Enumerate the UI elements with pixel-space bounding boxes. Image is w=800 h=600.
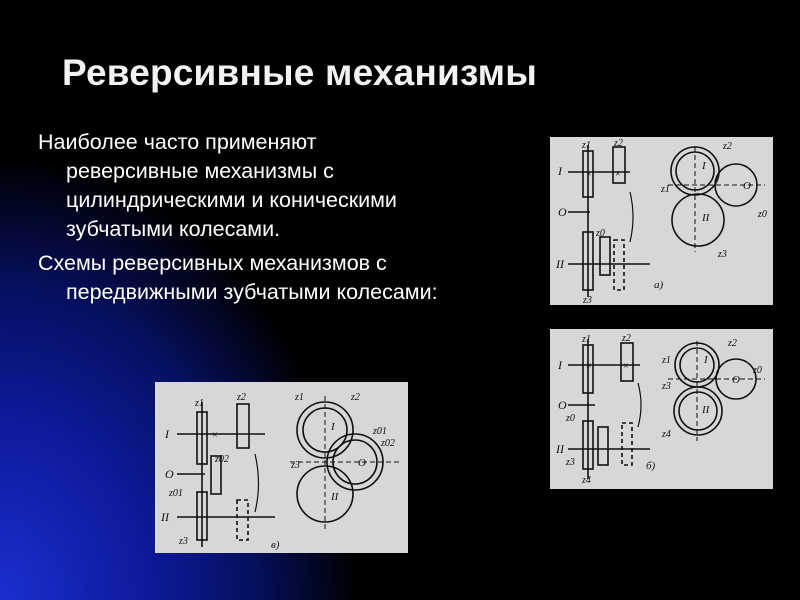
- fig-c-circle-z2: z2: [351, 392, 360, 403]
- figure-a: [550, 137, 773, 305]
- fig-c-gear-z02: z02: [215, 454, 229, 465]
- fig-b-gear-z3: z3: [566, 457, 575, 468]
- fig-b-circle-z3: z3: [662, 381, 671, 392]
- fig-a-gear-z1: z1: [582, 140, 591, 151]
- fig-c-caption: в): [271, 539, 280, 551]
- fig-c-gear-z3: z3: [179, 536, 188, 547]
- fig-b-shaft-I: I: [558, 358, 562, 372]
- fig-b-circle-z1: z1: [662, 355, 671, 366]
- fig-b-circle-II: II: [702, 404, 710, 416]
- fig-b-caption: б): [646, 460, 656, 472]
- fig-c-circle-II: II: [331, 491, 339, 503]
- fig-a-shaft-I: I: [558, 164, 562, 178]
- fig-b-circle-z4: z4: [662, 429, 671, 440]
- fig-c-gear-z2: z2: [237, 392, 246, 403]
- figure-c: [155, 382, 408, 553]
- slide-title: Реверсивные механизмы: [62, 52, 537, 93]
- paragraph-2-first-line: Схемы реверсивных механизмов с: [38, 251, 387, 275]
- fig-b-shaft-II: II: [556, 442, 564, 456]
- fig-a-caption: а): [654, 279, 664, 291]
- fig-b-gear-z4: z4: [582, 475, 591, 486]
- paragraph-2-rest: передвижными зубчатыми колесами:: [66, 280, 438, 304]
- figure-a-diagram: [550, 137, 773, 305]
- figure-b-diagram: [550, 329, 773, 489]
- fig-a-gear-z0: z0: [596, 228, 605, 239]
- fig-a-shaft-O: O: [558, 205, 567, 219]
- fig-b-gear-z1: z1: [582, 334, 591, 345]
- fig-a-circle-II: II: [702, 212, 710, 224]
- svg-text:×: ×: [212, 430, 218, 441]
- fig-c-circle-z01: z01: [373, 426, 387, 437]
- figure-b: [550, 329, 773, 489]
- fig-b-gear-z0: z0: [566, 413, 575, 424]
- fig-c-shaft-O: O: [165, 467, 174, 481]
- fig-a-circle-z2: z2: [723, 141, 732, 152]
- svg-text:×: ×: [586, 169, 592, 180]
- fig-a-circle-z3: z3: [718, 249, 727, 260]
- fig-c-circle-z3: z3: [291, 460, 300, 471]
- paragraph-1-first-line: Наиболее часто применяют: [38, 130, 317, 154]
- fig-c-gear-z01: z01: [169, 488, 183, 499]
- fig-a-circle-z0: z0: [758, 209, 767, 220]
- fig-b-circle-z0: z0: [753, 365, 762, 376]
- fig-a-shaft-II: II: [556, 257, 564, 271]
- fig-a-circle-O: O: [743, 180, 751, 192]
- fig-c-circle-z02: z02: [381, 438, 395, 449]
- fig-b-shaft-O: O: [558, 398, 567, 412]
- fig-b-circle-O: O: [732, 374, 740, 386]
- paragraph-1: [38, 128, 508, 244]
- fig-c-circle-I: I: [331, 421, 335, 433]
- svg-text:×: ×: [623, 361, 629, 372]
- paragraph-1-rest: реверсивные механизмы с цилиндрическими и коническими зубчатыми колесами.: [66, 159, 397, 241]
- fig-b-circle-I: I: [704, 354, 708, 366]
- fig-c-circle-O: O: [358, 457, 366, 469]
- fig-b-circle-z2: z2: [728, 338, 737, 349]
- fig-c-shaft-I: I: [165, 427, 169, 441]
- svg-text:×: ×: [615, 169, 621, 180]
- fig-c-shaft-II: II: [161, 510, 169, 524]
- slide-body: [38, 128, 508, 312]
- paragraph-2: [38, 249, 508, 307]
- fig-c-gear-z1: z1: [195, 398, 204, 409]
- fig-a-circle-I: I: [702, 160, 706, 172]
- svg-text:×: ×: [586, 361, 592, 372]
- fig-b-gear-z2: z2: [622, 333, 631, 344]
- figure-c-diagram: [155, 382, 408, 553]
- fig-a-gear-z2: z2: [614, 138, 623, 149]
- fig-c-circle-z1: z1: [295, 392, 304, 403]
- fig-a-gear-z3: z3: [583, 295, 592, 305]
- fig-a-circle-z1: z1: [661, 184, 670, 195]
